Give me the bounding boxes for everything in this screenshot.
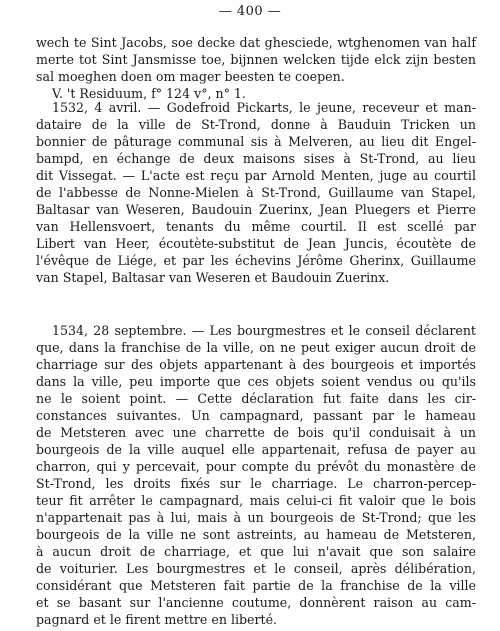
source-reference: V. 't Residuum, f° 124 v°, n° 1. (52, 86, 246, 101)
text-line: bampd, en échange de deux maisons sises à St-Trond, au lieu (36, 151, 476, 166)
text-line: charriage sur des objets appartenant à des bourgeois et importés (36, 357, 476, 372)
text-line: considérant que Metsteren fait partie de la franchise de la ville (36, 578, 476, 593)
text-line: wech te Sint Jacobs, soe decke dat ghesciede, wtghenomen van half (36, 35, 476, 50)
text-line: van Stapel, Baltasar van Weseren et Baudouin Zuerinx. (36, 270, 390, 285)
text-line: pagnard et le firent mettre en liberté. (36, 612, 278, 627)
text-line: 1532, 4 avril. — Godefroid Pickarts, le jeune, receveur et man- (52, 100, 476, 115)
text-line: constances suivantes. Un campagnard, passant par le hameau (36, 408, 476, 423)
text-line: Baltasar van Weseren, Baudouin Zuerinx, Jean Pluegers et Pierre (36, 202, 476, 217)
text-line: et se basant sur l'ancienne coutume, donnèrent raison au cam- (36, 595, 476, 610)
text-line: teur fit arrêter le campagnard, mais celui-ci fit valoir que le bois (36, 493, 476, 508)
text-line: dataire de la ville de St-Trond, donne à Bauduin Tricken un (36, 117, 476, 132)
paragraph-1534 (36, 322, 476, 628)
text-line: van Hellensvoert, tenants du même courtil. Il est scellé par (36, 219, 476, 234)
text-line: ne le soient point. — Cette déclaration fut faite dans les cir- (36, 391, 476, 406)
text-line: de voiturier. Les bourgmestres et le conseil, après délibération, (36, 561, 476, 576)
text-line: 1534, 28 septembre. — Les bourgmestres et le conseil déclarent (52, 323, 476, 338)
paragraph-1532 (36, 99, 476, 286)
text-line: St-Trond, les droits fixés sur le charriage. Le charron-percep- (36, 476, 476, 491)
paragraph-continuation (36, 34, 476, 102)
text-line: charron, qui y percevait, pour compte du prévôt du monastère de (36, 459, 476, 474)
text-line: bourgeois de la ville ne sont astreints, au hameau de Metsteren, (36, 527, 476, 542)
text-line: n'appartenait pas à lui, mais à un bourgeois de St-Trond; que les (36, 510, 476, 525)
text-line: à aucun droit de charriage, et que lui n'avait que son salaire (36, 544, 476, 559)
text-line: Libert van Heer, écoutète-substitut de Jean Juncis, écoutète de (36, 236, 476, 251)
text-line: que, dans la franchise de la ville, on ne peut exiger aucun droit de (36, 340, 476, 355)
text-line: bourgeois de la ville auquel elle appartenait, refusa de payer au (36, 442, 476, 457)
text-line: merte tot Sint Jansmisse toe, bijnnen welcken tijde elck zijn besten (36, 52, 476, 67)
text-line: dans la ville, peu importe que ces objets soient vendus ou qu'ils (36, 374, 476, 389)
page-number: — 400 — (218, 4, 282, 19)
text-line: de Metsteren avec une charrette de bois qu'il conduisait à un (36, 425, 476, 440)
text-line: dit Vissegat. — L'acte est reçu par Arnold Menten, juge au courtil (36, 168, 476, 183)
text-line: de l'abbesse de Nonne-Mielen à St-Trond, Guillaume van Stapel, (36, 185, 476, 200)
text-line: bonnier de pâturage communal sis à Melveren, au lieu dit Engel- (36, 134, 476, 149)
text-line: sal moeghen doen om mager beesten te coepen. (36, 69, 345, 84)
text-line: l'évêque de Liége, et par les échevins Jérôme Gherinx, Guillaume (36, 253, 476, 268)
